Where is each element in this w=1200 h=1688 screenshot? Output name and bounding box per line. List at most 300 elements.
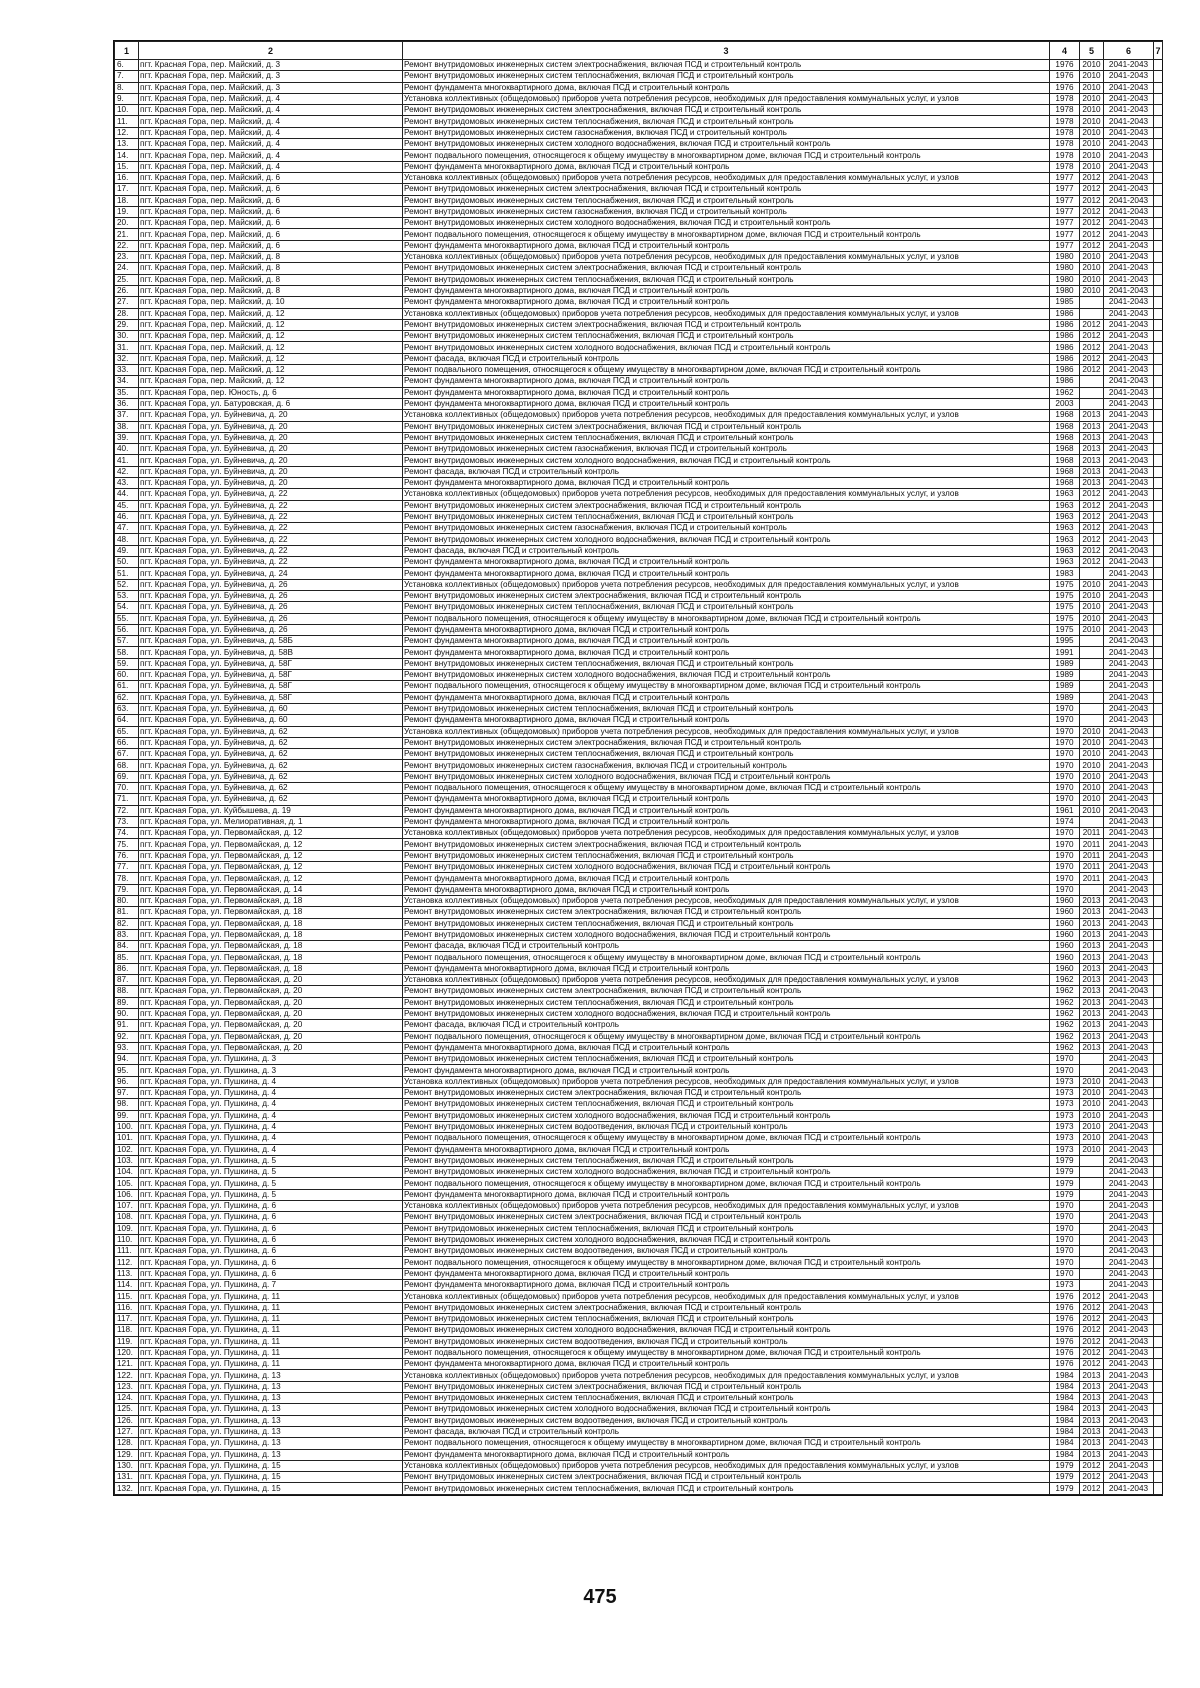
work-type-cell: Ремонт внутридомовых инженерных систем газоснабжения, включая ПСД и строительный контроль: [403, 444, 1050, 455]
planned-period-cell: 2041-2043: [1104, 1167, 1154, 1178]
planned-period-cell: 2041-2043: [1104, 297, 1154, 308]
planned-period-cell: 2041-2043: [1104, 1302, 1154, 1313]
table-row: [115, 997, 1163, 1008]
header-col-1: 1: [115, 42, 139, 60]
last-repair-year-cell: 2010: [1080, 252, 1104, 263]
table-row: [115, 602, 1163, 613]
address-cell: пгт. Красная Гора, ул. Буйневича, д. 62: [139, 737, 403, 748]
planned-period-cell: 2041-2043: [1104, 511, 1154, 522]
build-year-cell: 1986: [1050, 342, 1080, 353]
build-year-cell: 1984: [1050, 1381, 1080, 1392]
work-type-cell: Установка коллективных (общедомовых) приборов учета потребления ресурсов, необходимых для предоставления коммунальных услуг, и узлов: [403, 975, 1050, 986]
row-number: 13.: [115, 139, 139, 150]
column-7-cell: [1154, 771, 1163, 782]
table-row: [115, 353, 1163, 364]
planned-period-cell: 2041-2043: [1104, 1178, 1154, 1189]
build-year-cell: 1963: [1050, 500, 1080, 511]
column-7-cell: [1154, 229, 1163, 240]
row-number: 116.: [115, 1302, 139, 1313]
address-cell: пгт. Красная Гора, пер. Юность, д. 6: [139, 387, 403, 398]
table-row: [115, 1020, 1163, 1031]
address-cell: пгт. Красная Гора, ул. Буйневича, д. 58Г: [139, 670, 403, 681]
address-cell: пгт. Красная Гора, ул. Буйневича, д. 26: [139, 613, 403, 624]
table-row: [115, 60, 1163, 71]
column-7-cell: [1154, 331, 1163, 342]
work-type-cell: Ремонт подвального помещения, относящегося к общему имуществу в многоквартирном доме, включая ПСД и строительный контроль: [403, 1178, 1050, 1189]
row-number: 65.: [115, 726, 139, 737]
planned-period-cell: 2041-2043: [1104, 545, 1154, 556]
table-row: [115, 1099, 1163, 1110]
row-number: 47.: [115, 523, 139, 534]
last-repair-year-cell: 2013: [1080, 1415, 1104, 1426]
last-repair-year-cell: 2012: [1080, 500, 1104, 511]
work-type-cell: Ремонт фундамента многоквартирного дома, включая ПСД и строительный контроль: [403, 636, 1050, 647]
address-cell: пгт. Красная Гора, ул. Первомайская, д. 18: [139, 963, 403, 974]
work-type-cell: Ремонт внутридомовых инженерных систем теплоснабжения, включая ПСД и строительный контроль: [403, 1099, 1050, 1110]
planned-period-cell: 2041-2043: [1104, 918, 1154, 929]
build-year-cell: 1963: [1050, 489, 1080, 500]
planned-period-cell: 2041-2043: [1104, 1065, 1154, 1076]
row-number: 26.: [115, 285, 139, 296]
planned-period-cell: 2041-2043: [1104, 105, 1154, 116]
last-repair-year-cell: [1080, 376, 1104, 387]
work-type-cell: Ремонт фундамента многоквартирного дома, включая ПСД и строительный контроль: [403, 297, 1050, 308]
work-type-cell: Ремонт внутридомовых инженерных систем электроснабжения, включая ПСД и строительный контроль: [403, 1212, 1050, 1223]
last-repair-year-cell: 2012: [1080, 534, 1104, 545]
row-number: 64.: [115, 715, 139, 726]
column-7-cell: [1154, 647, 1163, 658]
address-cell: пгт. Красная Гора, ул. Первомайская, д. 20: [139, 1020, 403, 1031]
work-type-cell: Ремонт внутридомовых инженерных систем газоснабжения, включая ПСД и строительный контроль: [403, 760, 1050, 771]
table-row: [115, 1144, 1163, 1155]
column-7-cell: [1154, 365, 1163, 376]
address-cell: пгт. Красная Гора, ул. Первомайская, д. 20: [139, 997, 403, 1008]
table-row: [115, 1257, 1163, 1268]
row-number: 58.: [115, 647, 139, 658]
address-cell: пгт. Красная Гора, ул. Батуровская, д. 6: [139, 398, 403, 409]
last-repair-year-cell: 2010: [1080, 805, 1104, 816]
last-repair-year-cell: [1080, 1234, 1104, 1245]
address-cell: пгт. Красная Гора, пер. Майский, д. 4: [139, 105, 403, 116]
table-row: [115, 658, 1163, 669]
address-cell: пгт. Красная Гора, ул. Пушкина, д. 4: [139, 1133, 403, 1144]
row-number: 131.: [115, 1472, 139, 1483]
table-row: [115, 523, 1163, 534]
table-row: [115, 466, 1163, 477]
row-number: 98.: [115, 1099, 139, 1110]
work-type-cell: Ремонт внутридомовых инженерных систем электроснабжения, включая ПСД и строительный контроль: [403, 737, 1050, 748]
planned-period-cell: 2041-2043: [1104, 636, 1154, 647]
table-row: [115, 1381, 1163, 1392]
planned-period-cell: 2041-2043: [1104, 477, 1154, 488]
work-type-cell: Ремонт внутридомовых инженерных систем холодного водоснабжения, включая ПСД и строительный контроль: [403, 139, 1050, 150]
last-repair-year-cell: 2013: [1080, 941, 1104, 952]
build-year-cell: 1979: [1050, 1460, 1080, 1471]
build-year-cell: 1963: [1050, 557, 1080, 568]
column-7-cell: [1154, 1088, 1163, 1099]
column-7-cell: [1154, 568, 1163, 579]
build-year-cell: 1986: [1050, 376, 1080, 387]
planned-period-cell: 2041-2043: [1104, 376, 1154, 387]
build-year-cell: 1962: [1050, 387, 1080, 398]
column-7-cell: [1154, 1200, 1163, 1211]
row-number: 78.: [115, 873, 139, 884]
last-repair-year-cell: [1080, 1054, 1104, 1065]
row-number: 83.: [115, 929, 139, 940]
build-year-cell: 1975: [1050, 579, 1080, 590]
table-row: [115, 1065, 1163, 1076]
planned-period-cell: 2041-2043: [1104, 455, 1154, 466]
address-cell: пгт. Красная Гора, ул. Буйневича, д. 22: [139, 511, 403, 522]
build-year-cell: 1979: [1050, 1167, 1080, 1178]
last-repair-year-cell: 2012: [1080, 1313, 1104, 1324]
last-repair-year-cell: 2013: [1080, 477, 1104, 488]
planned-period-cell: 2041-2043: [1104, 489, 1154, 500]
work-type-cell: Ремонт фундамента многоквартирного дома, включая ПСД и строительный контроль: [403, 794, 1050, 805]
table-row: [115, 590, 1163, 601]
address-cell: пгт. Красная Гора, ул. Первомайская, д. 12: [139, 839, 403, 850]
planned-period-cell: 2041-2043: [1104, 252, 1154, 263]
build-year-cell: 1977: [1050, 172, 1080, 183]
address-cell: пгт. Красная Гора, ул. Буйневича, д. 22: [139, 523, 403, 534]
table-row: [115, 1280, 1163, 1291]
row-number: 45.: [115, 500, 139, 511]
address-cell: пгт. Красная Гора, ул. Буйневича, д. 62: [139, 794, 403, 805]
last-repair-year-cell: 2012: [1080, 1302, 1104, 1313]
table-row: [115, 1008, 1163, 1019]
row-number: 72.: [115, 805, 139, 816]
column-7-cell: [1154, 387, 1163, 398]
planned-period-cell: 2041-2043: [1104, 670, 1154, 681]
row-number: 66.: [115, 737, 139, 748]
last-repair-year-cell: 2010: [1080, 1133, 1104, 1144]
address-cell: пгт. Красная Гора, пер. Майский, д. 12: [139, 376, 403, 387]
table-row: [115, 1031, 1163, 1042]
last-repair-year-cell: 2012: [1080, 511, 1104, 522]
planned-period-cell: 2041-2043: [1104, 1110, 1154, 1121]
last-repair-year-cell: 2012: [1080, 172, 1104, 183]
column-7-cell: [1154, 489, 1163, 500]
table-row: [115, 692, 1163, 703]
work-type-cell: Ремонт внутридомовых инженерных систем газоснабжения, включая ПСД и строительный контроль: [403, 206, 1050, 217]
column-7-cell: [1154, 1212, 1163, 1223]
build-year-cell: 1962: [1050, 1042, 1080, 1053]
last-repair-year-cell: 2013: [1080, 986, 1104, 997]
build-year-cell: 1960: [1050, 895, 1080, 906]
address-cell: пгт. Красная Гора, ул. Пушкина, д. 4: [139, 1144, 403, 1155]
build-year-cell: 1970: [1050, 749, 1080, 760]
row-number: 93.: [115, 1042, 139, 1053]
work-type-cell: Ремонт фундамента многоквартирного дома, включая ПСД и строительный контроль: [403, 692, 1050, 703]
column-7-cell: [1154, 127, 1163, 138]
column-7-cell: [1154, 997, 1163, 1008]
planned-period-cell: 2041-2043: [1104, 975, 1154, 986]
build-year-cell: 1976: [1050, 60, 1080, 71]
build-year-cell: 1978: [1050, 139, 1080, 150]
row-number: 122.: [115, 1370, 139, 1381]
last-repair-year-cell: [1080, 308, 1104, 319]
column-7-cell: [1154, 1133, 1163, 1144]
last-repair-year-cell: 2013: [1080, 1370, 1104, 1381]
row-number: 119.: [115, 1336, 139, 1347]
table-row: [115, 71, 1163, 82]
address-cell: пгт. Красная Гора, ул. Буйневича, д. 20: [139, 455, 403, 466]
planned-period-cell: 2041-2043: [1104, 1325, 1154, 1336]
row-number: 91.: [115, 1020, 139, 1031]
column-7-cell: [1154, 1359, 1163, 1370]
row-number: 14.: [115, 150, 139, 161]
column-7-cell: [1154, 206, 1163, 217]
last-repair-year-cell: 2010: [1080, 127, 1104, 138]
address-cell: пгт. Красная Гора, ул. Пушкина, д. 11: [139, 1313, 403, 1324]
column-7-cell: [1154, 218, 1163, 229]
header-col-6: 6: [1104, 42, 1154, 60]
last-repair-year-cell: 2012: [1080, 365, 1104, 376]
last-repair-year-cell: 2013: [1080, 907, 1104, 918]
address-cell: пгт. Красная Гора, ул. Первомайская, д. 20: [139, 1008, 403, 1019]
address-cell: пгт. Красная Гора, ул. Буйневича, д. 58Б: [139, 636, 403, 647]
row-number: 55.: [115, 613, 139, 624]
work-type-cell: Ремонт внутридомовых инженерных систем теплоснабжения, включая ПСД и строительный контроль: [403, 703, 1050, 714]
last-repair-year-cell: 2012: [1080, 1472, 1104, 1483]
work-type-cell: Ремонт внутридомовых инженерных систем холодного водоснабжения, включая ПСД и строительный контроль: [403, 1404, 1050, 1415]
work-type-cell: Ремонт фасада, включая ПСД и строительный контроль: [403, 1426, 1050, 1437]
last-repair-year-cell: 2011: [1080, 862, 1104, 873]
planned-period-cell: 2041-2043: [1104, 929, 1154, 940]
row-number: 77.: [115, 862, 139, 873]
last-repair-year-cell: 2010: [1080, 749, 1104, 760]
table-row: [115, 1472, 1163, 1483]
table-row: [115, 771, 1163, 782]
address-cell: пгт. Красная Гора, ул. Буйневича, д. 62: [139, 749, 403, 760]
last-repair-year-cell: 2013: [1080, 1381, 1104, 1392]
row-number: 69.: [115, 771, 139, 782]
build-year-cell: 1973: [1050, 1133, 1080, 1144]
column-7-cell: [1154, 432, 1163, 443]
address-cell: пгт. Красная Гора, ул. Пушкина, д. 3: [139, 1065, 403, 1076]
table-row: [115, 839, 1163, 850]
build-year-cell: 1963: [1050, 511, 1080, 522]
last-repair-year-cell: 2011: [1080, 850, 1104, 861]
table-row: [115, 895, 1163, 906]
planned-period-cell: 2041-2043: [1104, 1234, 1154, 1245]
address-cell: пгт. Красная Гора, ул. Пушкина, д. 11: [139, 1291, 403, 1302]
build-year-cell: 1973: [1050, 1121, 1080, 1132]
last-repair-year-cell: 2010: [1080, 1121, 1104, 1132]
build-year-cell: 1970: [1050, 783, 1080, 794]
work-type-cell: Ремонт подвального помещения, относящегося к общему имуществу в многоквартирном доме, включая ПСД и строительный контроль: [403, 783, 1050, 794]
build-year-cell: 1979: [1050, 1483, 1080, 1494]
row-number: 106.: [115, 1189, 139, 1200]
row-number: 73.: [115, 816, 139, 827]
column-7-cell: [1154, 1189, 1163, 1200]
build-year-cell: 1979: [1050, 1472, 1080, 1483]
row-number: 113.: [115, 1268, 139, 1279]
planned-period-cell: 2041-2043: [1104, 387, 1154, 398]
table-row: [115, 963, 1163, 974]
last-repair-year-cell: 2013: [1080, 1393, 1104, 1404]
row-number: 85.: [115, 952, 139, 963]
planned-period-cell: 2041-2043: [1104, 1415, 1154, 1426]
build-year-cell: 1978: [1050, 127, 1080, 138]
build-year-cell: 1977: [1050, 195, 1080, 206]
address-cell: пгт. Красная Гора, ул. Буйневича, д. 26: [139, 602, 403, 613]
address-cell: пгт. Красная Гора, ул. Первомайская, д. 18: [139, 907, 403, 918]
last-repair-year-cell: 2010: [1080, 285, 1104, 296]
build-year-cell: 1970: [1050, 1200, 1080, 1211]
address-cell: пгт. Красная Гора, ул. Буйневича, д. 62: [139, 771, 403, 782]
planned-period-cell: 2041-2043: [1104, 557, 1154, 568]
work-type-cell: Ремонт фундамента многоквартирного дома, включая ПСД и строительный контроль: [403, 568, 1050, 579]
table-row: [115, 703, 1163, 714]
last-repair-year-cell: [1080, 636, 1104, 647]
build-year-cell: 1984: [1050, 1426, 1080, 1437]
address-cell: пгт. Красная Гора, ул. Пушкина, д. 11: [139, 1302, 403, 1313]
row-number: 34.: [115, 376, 139, 387]
planned-period-cell: 2041-2043: [1104, 963, 1154, 974]
last-repair-year-cell: 2012: [1080, 342, 1104, 353]
planned-period-cell: 2041-2043: [1104, 568, 1154, 579]
address-cell: пгт. Красная Гора, ул. Буйневича, д. 20: [139, 432, 403, 443]
header-row: [115, 42, 1163, 60]
row-number: 9.: [115, 93, 139, 104]
table-row: [115, 1200, 1163, 1211]
table-row: [115, 410, 1163, 421]
work-type-cell: Ремонт фундамента многоквартирного дома, включая ПСД и строительный контроль: [403, 884, 1050, 895]
build-year-cell: 1978: [1050, 105, 1080, 116]
address-cell: пгт. Красная Гора, ул. Буйневича, д. 62: [139, 760, 403, 771]
planned-period-cell: 2041-2043: [1104, 82, 1154, 93]
build-year-cell: 1968: [1050, 410, 1080, 421]
last-repair-year-cell: 2011: [1080, 828, 1104, 839]
address-cell: пгт. Красная Гора, ул. Пушкина, д. 13: [139, 1393, 403, 1404]
table-row: [115, 568, 1163, 579]
planned-period-cell: 2041-2043: [1104, 850, 1154, 861]
work-type-cell: Ремонт внутридомовых инженерных систем холодного водоснабжения, включая ПСД и строительный контроль: [403, 929, 1050, 940]
planned-period-cell: 2041-2043: [1104, 1449, 1154, 1460]
column-7-cell: [1154, 884, 1163, 895]
column-7-cell: [1154, 116, 1163, 127]
last-repair-year-cell: 2010: [1080, 726, 1104, 737]
column-7-cell: [1154, 376, 1163, 387]
work-type-cell: Ремонт внутридомовых инженерных систем теплоснабжения, включая ПСД и строительный контроль: [403, 1483, 1050, 1494]
column-7-cell: [1154, 534, 1163, 545]
planned-period-cell: 2041-2043: [1104, 783, 1154, 794]
planned-period-cell: 2041-2043: [1104, 161, 1154, 172]
column-7-cell: [1154, 850, 1163, 861]
last-repair-year-cell: 2012: [1080, 206, 1104, 217]
work-type-cell: Ремонт фундамента многоквартирного дома, включая ПСД и строительный контроль: [403, 387, 1050, 398]
last-repair-year-cell: 2010: [1080, 590, 1104, 601]
table-row: [115, 342, 1163, 353]
address-cell: пгт. Красная Гора, ул. Пушкина, д. 4: [139, 1121, 403, 1132]
table-row: [115, 1415, 1163, 1426]
address-cell: пгт. Красная Гора, ул. Буйневича, д. 22: [139, 557, 403, 568]
work-type-cell: Ремонт фундамента многоквартирного дома, включая ПСД и строительный контроль: [403, 624, 1050, 635]
table-row: [115, 172, 1163, 183]
work-type-cell: Ремонт фундамента многоквартирного дома, включая ПСД и строительный контроль: [403, 557, 1050, 568]
column-7-cell: [1154, 444, 1163, 455]
build-year-cell: 1984: [1050, 1393, 1080, 1404]
planned-period-cell: 2041-2043: [1104, 1246, 1154, 1257]
table-row: [115, 1133, 1163, 1144]
work-type-cell: Установка коллективных (общедомовых) приборов учета потребления ресурсов, необходимых для предоставления коммунальных услуг, и узлов: [403, 1200, 1050, 1211]
last-repair-year-cell: 2010: [1080, 624, 1104, 635]
column-7-cell: [1154, 636, 1163, 647]
build-year-cell: 1973: [1050, 1088, 1080, 1099]
row-number: 59.: [115, 658, 139, 669]
address-cell: пгт. Красная Гора, ул. Буйневича, д. 58Г: [139, 692, 403, 703]
planned-period-cell: 2041-2043: [1104, 726, 1154, 737]
column-7-cell: [1154, 161, 1163, 172]
work-type-cell: Ремонт внутридомовых инженерных систем холодного водоснабжения, включая ПСД и строительный контроль: [403, 1325, 1050, 1336]
table-row: [115, 534, 1163, 545]
column-7-cell: [1154, 1099, 1163, 1110]
planned-period-cell: 2041-2043: [1104, 342, 1154, 353]
column-7-cell: [1154, 1415, 1163, 1426]
work-type-cell: Установка коллективных (общедомовых) приборов учета потребления ресурсов, необходимых для предоставления коммунальных услуг, и узлов: [403, 1076, 1050, 1087]
work-type-cell: Ремонт подвального помещения, относящегося к общему имуществу в многоквартирном доме, включая ПСД и строительный контроль: [403, 1133, 1050, 1144]
address-cell: пгт. Красная Гора, ул. Пушкина, д. 5: [139, 1189, 403, 1200]
build-year-cell: 1978: [1050, 161, 1080, 172]
planned-period-cell: 2041-2043: [1104, 127, 1154, 138]
planned-period-cell: 2041-2043: [1104, 285, 1154, 296]
address-cell: пгт. Красная Гора, пер. Майский, д. 12: [139, 353, 403, 364]
address-cell: пгт. Красная Гора, ул. Буйневича, д. 22: [139, 489, 403, 500]
work-type-cell: Ремонт фундамента многоквартирного дома, включая ПСД и строительный контроль: [403, 873, 1050, 884]
row-number: 16.: [115, 172, 139, 183]
row-number: 68.: [115, 760, 139, 771]
last-repair-year-cell: 2010: [1080, 71, 1104, 82]
row-number: 87.: [115, 975, 139, 986]
build-year-cell: 1970: [1050, 850, 1080, 861]
row-number: 48.: [115, 534, 139, 545]
row-number: 10.: [115, 105, 139, 116]
build-year-cell: 1975: [1050, 590, 1080, 601]
build-year-cell: 1970: [1050, 1065, 1080, 1076]
row-number: 107.: [115, 1200, 139, 1211]
table-row: [115, 613, 1163, 624]
planned-period-cell: 2041-2043: [1104, 1472, 1154, 1483]
build-year-cell: 1968: [1050, 421, 1080, 432]
work-type-cell: Ремонт фундамента многоквартирного дома, включая ПСД и строительный контроль: [403, 715, 1050, 726]
address-cell: пгт. Красная Гора, ул. Первомайская, д. 18: [139, 941, 403, 952]
work-type-cell: Ремонт подвального помещения, относящегося к общему имуществу в многоквартирном доме, включая ПСД и строительный контроль: [403, 952, 1050, 963]
address-cell: пгт. Красная Гора, ул. Первомайская, д. 14: [139, 884, 403, 895]
table-row: [115, 624, 1163, 635]
table-row: [115, 1212, 1163, 1223]
planned-period-cell: 2041-2043: [1104, 1212, 1154, 1223]
row-number: 108.: [115, 1212, 139, 1223]
address-cell: пгт. Красная Гора, ул. Пушкина, д. 13: [139, 1415, 403, 1426]
work-type-cell: Ремонт внутридомовых инженерных систем электроснабжения, включая ПСД и строительный контроль: [403, 1302, 1050, 1313]
address-cell: пгт. Красная Гора, ул. Пушкина, д. 13: [139, 1370, 403, 1381]
work-type-cell: Установка коллективных (общедомовых) приборов учета потребления ресурсов, необходимых для предоставления коммунальных услуг, и узлов: [403, 172, 1050, 183]
column-7-cell: [1154, 1076, 1163, 1087]
table-row: [115, 432, 1163, 443]
row-number: 52.: [115, 579, 139, 590]
column-7-cell: [1154, 1065, 1163, 1076]
last-repair-year-cell: 2012: [1080, 489, 1104, 500]
row-number: 46.: [115, 511, 139, 522]
planned-period-cell: 2041-2043: [1104, 1008, 1154, 1019]
table-row: [115, 918, 1163, 929]
work-type-cell: Ремонт фасада, включая ПСД и строительный контроль: [403, 941, 1050, 952]
last-repair-year-cell: 2013: [1080, 455, 1104, 466]
address-cell: пгт. Красная Гора, ул. Буйневича, д. 26: [139, 590, 403, 601]
planned-period-cell: 2041-2043: [1104, 206, 1154, 217]
column-7-cell: [1154, 398, 1163, 409]
